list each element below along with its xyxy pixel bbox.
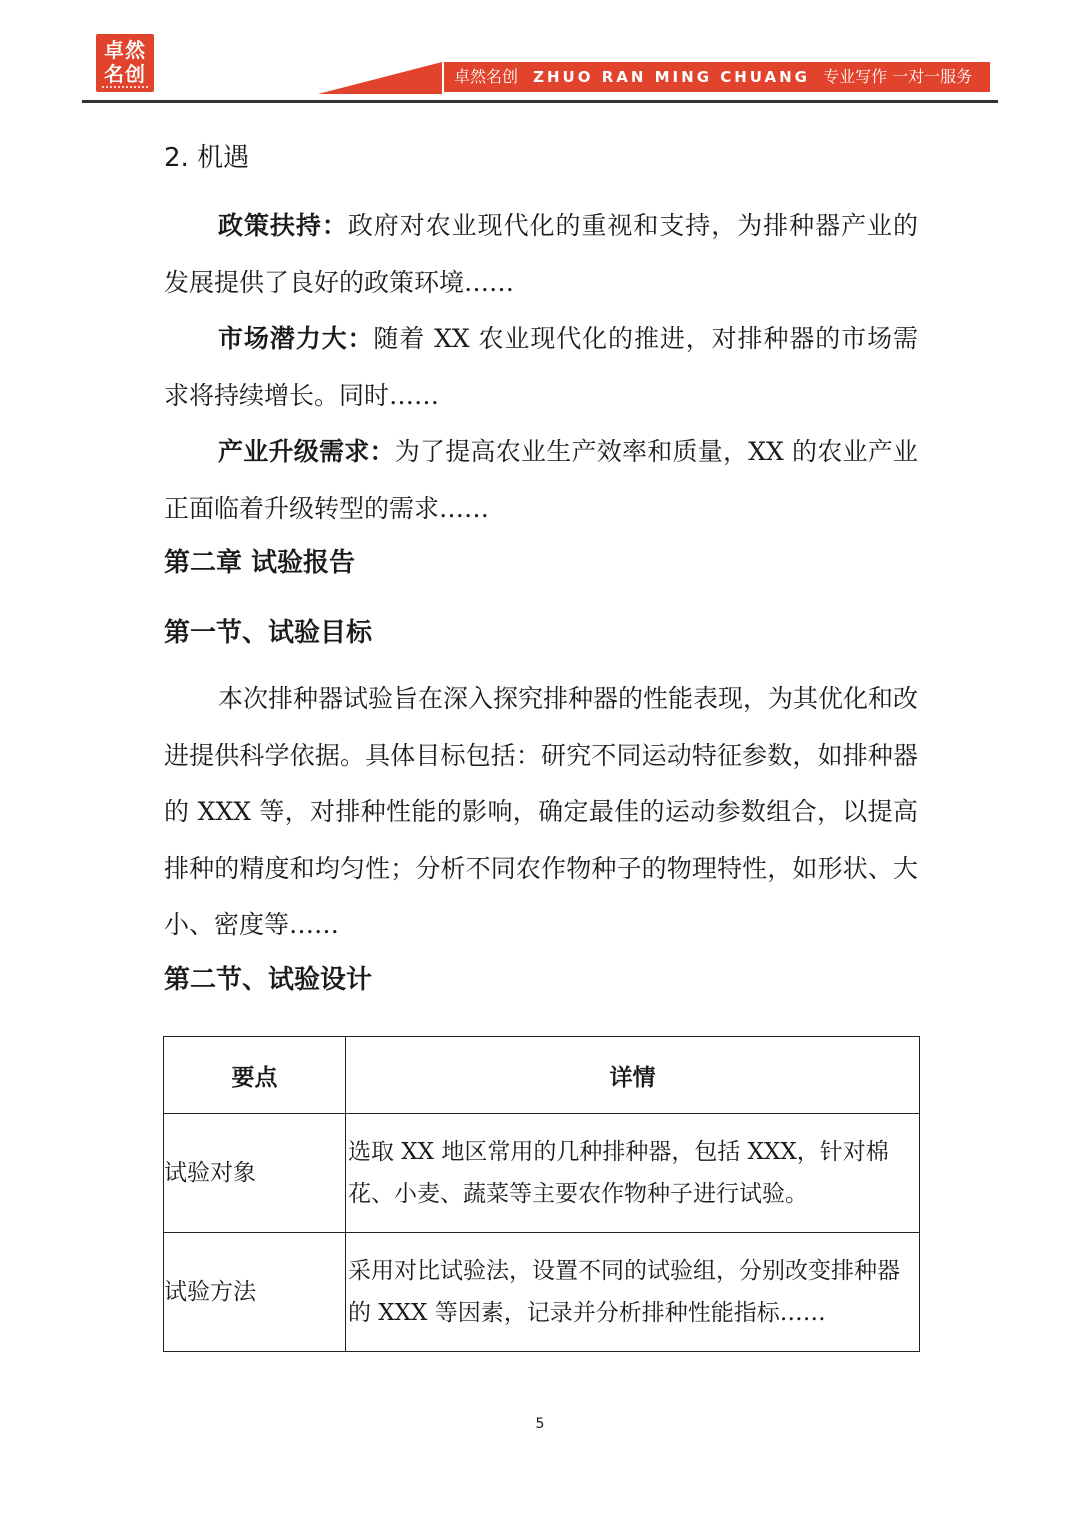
table-cell-detail: 选取 XX 地区常用的几种排种器，包括 XXX，针对棉花、小麦、蔬菜等主要农作物种子进行试验。	[346, 1114, 920, 1233]
brand-logo	[96, 34, 154, 92]
opportunity-item-text: 为了提高农业生产效率和质量，XX 的农业产业正面临着升级转型的需求……	[164, 437, 918, 523]
opportunity-item-label: 产业升级需求：	[218, 437, 395, 466]
design-table	[163, 1036, 920, 1352]
logo-text-line1: 卓然	[104, 38, 146, 62]
logo-dots	[102, 84, 148, 88]
logo-text-line2: 名创	[104, 62, 146, 86]
table-header-key: 要点	[164, 1037, 346, 1114]
page-content	[164, 128, 918, 1000]
table-header-detail: 详情	[346, 1037, 920, 1114]
table-row	[164, 1114, 920, 1233]
chapter-title: 第二章 试验报告	[164, 548, 356, 578]
section-title-goals: 第一节、试验目标	[164, 618, 373, 648]
banner-en-name: ZHUO RAN MING CHUANG	[533, 68, 810, 86]
opportunity-heading: 2. 机遇	[164, 143, 250, 173]
opportunity-item	[164, 198, 918, 311]
opportunity-item-text: 政府对农业现代化的重视和支持，为排种器产业的发展提供了良好的政策环境……	[164, 211, 918, 297]
section-title-design: 第二节、试验设计	[164, 964, 373, 995]
header-banner	[444, 62, 990, 92]
banner-wedge	[318, 62, 442, 94]
table-header-row	[164, 1037, 920, 1114]
opportunity-item-label: 政策扶持：	[218, 211, 348, 240]
table-row	[164, 1233, 920, 1352]
banner-tagline: 专业写作 一对一服务	[823, 67, 973, 86]
header-divider	[82, 100, 998, 103]
banner-cn-name: 卓然名创	[454, 67, 519, 86]
opportunity-item-text: 随着 XX 农业现代化的推进，对排种器的市场需求将持续增长。同时……	[164, 324, 918, 410]
opportunity-item	[164, 311, 918, 424]
opportunity-item	[164, 424, 918, 537]
table-cell-detail: 采用对比试验法，设置不同的试验组，分别改变排种器的 XXX 等因素，记录并分析排种性能指标……	[346, 1233, 920, 1352]
table-cell-key: 试验对象	[164, 1114, 346, 1233]
opportunity-item-label: 市场潜力大：	[218, 324, 374, 353]
page-number: 5	[535, 1416, 545, 1432]
section-goals-text: 本次排种器试验旨在深入探究排种器的性能表现，为其优化和改进提供科学依据。具体目标包括：研究不同运动特征参数，如排种器的 XXX 等，对排种性能的影响，确定最佳的运动参数组合，以提高排种的精度和均匀性；分析不同农作物种子的物理特性，如形状、大小、密度等……	[164, 684, 919, 939]
table-cell-key: 试验方法	[164, 1233, 346, 1352]
